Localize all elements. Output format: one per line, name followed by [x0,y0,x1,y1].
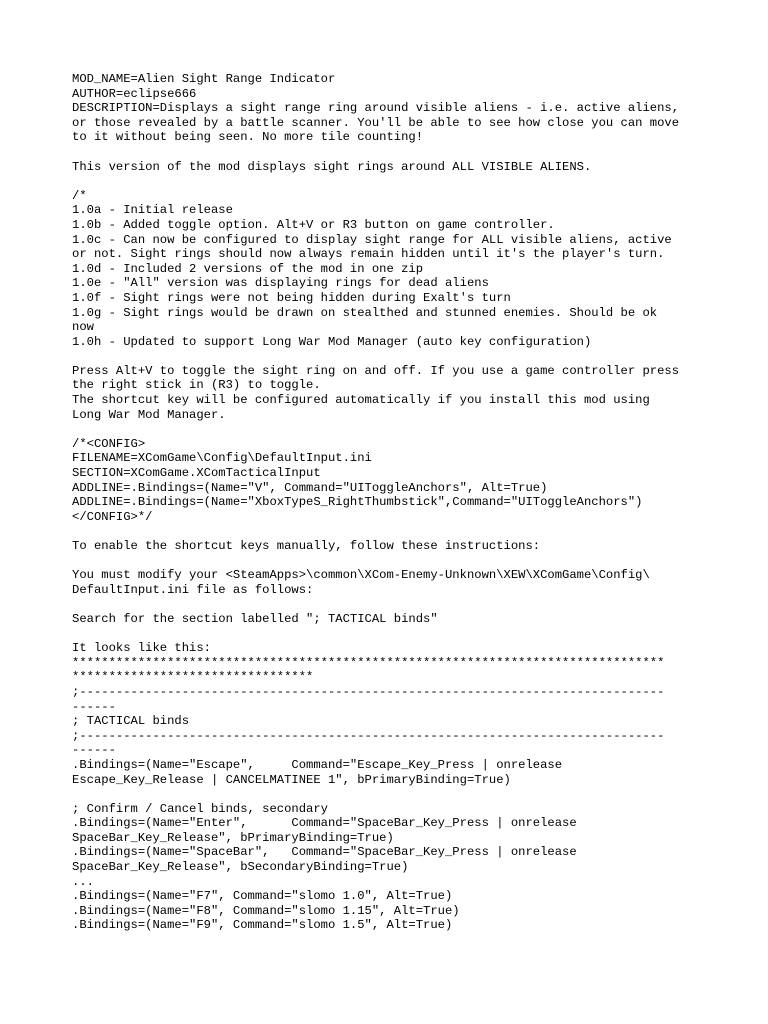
blank-line [72,627,712,642]
text-line: /* [72,188,87,203]
text-line: Escape_Key_Release | CANCELMATINEE 1", bPrimaryBinding=True) [72,772,511,787]
text-line: ;-------------------------------------------------------------------------------- [72,728,665,743]
blank-line [72,145,712,160]
text-line: ADDLINE=.Bindings=(Name="XboxTypeS_RightThumbstick",Command="UIToggleAnchors") [72,495,643,510]
text-line: the right stick in (R3) to toggle. [72,378,321,393]
text-line: AUTHOR=eclipse666 [72,86,197,101]
blank-line [72,597,712,612]
text-line: 1.0c - Can now be configured to display sight range for ALL visible aliens, active [72,232,672,247]
text-line: This version of the mod displays sight rings around ALL VISIBLE ALIENS. [72,159,592,174]
text-line: To enable the shortcut keys manually, follow these instructions: [72,539,541,553]
text-line: .Bindings=(Name="Enter", Command="SpaceBar_Key_Press | onrelease [72,816,577,831]
text-line: or those revealed by a battle scanner. You'll be able to see how close you can move [72,115,680,130]
text-line: now [72,320,94,335]
blank-line [72,422,712,437]
text-line: Search for the section labelled "; TACTICAL binds" [72,611,438,626]
text-line: 1.0f - Sight rings were not being hidden during Exalt's turn [72,290,511,305]
text-line: ... [72,874,94,889]
blank-line [72,174,712,189]
text-line: ********************************* [72,670,314,685]
text-line: 1.0a - Initial release [72,203,233,218]
text-line: SpaceBar_Key_Release", bPrimaryBinding=True) [72,830,394,845]
text-line: DefaultInput.ini file as follows: [72,582,314,597]
text-line: .Bindings=(Name="Escape", Command="Escape_Key_Press | onrelease [72,757,563,772]
text-line: Press Alt+V to toggle the sight ring on and off. If you use a game controller press [72,363,680,378]
text-line: ;-------------------------------------------------------------------------------- [72,684,665,699]
text-line: DESCRIPTION=Displays a sight range ring around visible aliens - i.e. active aliens, [72,101,680,116]
text-line: to it without being seen. No more tile counting! [72,130,424,145]
text-line: 1.0g - Sight rings would be drawn on stealthed and stunned enemies. Should be ok [72,305,658,320]
text-line: .Bindings=(Name="F7", Command="slomo 1.0", Alt=True) [72,889,453,904]
text-line: 1.0h - Updated to support Long War Mod Manager (auto key configuration) [72,334,592,349]
text-line: /*<CONFIG> [72,436,146,451]
text-line: or not. Sight rings should now always remain hidden until it's the player's turn. [72,247,665,262]
text-line: 1.0d - Included 2 versions of the mod in one zip [72,261,424,276]
text-line: The shortcut key will be configured automatically if you install this mod using [72,393,650,408]
blank-line [72,787,712,802]
text-line: ------ [72,743,116,758]
blank-line [72,554,712,569]
text-line: ADDLINE=.Bindings=(Name="V", Command="UIToggleAnchors", Alt=True) [72,480,548,495]
text-line: 1.0e - "All" version was displaying rings for dead aliens [72,276,489,291]
text-line: SpaceBar_Key_Release", bSecondaryBinding=True) [72,860,409,875]
text-line: .Bindings=(Name="SpaceBar", Command="SpaceBar_Key_Press | onrelease [72,845,577,860]
text-line: SECTION=XComGame.XComTacticalInput [72,466,321,481]
text-line: .Bindings=(Name="F9", Command="slomo 1.5", Alt=True) [72,918,453,933]
text-line: MOD_NAME=Alien Sight Range Indicator [72,72,336,86]
text-line: </CONFIG>*/ [72,509,153,524]
text-line: ; Confirm / Cancel binds, secondary [72,801,328,816]
blank-line [72,524,712,539]
text-line: You must modify your <SteamApps>\common\XCom-Enemy-Unknown\XEW\XComGame\Config\ [72,568,650,583]
text-line: ------ [72,699,116,714]
text-line: ********************************************************************************* [72,655,665,670]
blank-line [72,349,712,364]
text-line: ; TACTICAL binds [72,714,190,729]
document-page [72,72,712,933]
text-line: Long War Mod Manager. [72,407,226,422]
text-line: 1.0b - Added toggle option. Alt+V or R3 button on game controller. [72,217,555,232]
text-line: .Bindings=(Name="F8", Command="slomo 1.15", Alt=True) [72,903,460,918]
text-line: FILENAME=XComGame\Config\DefaultInput.ini [72,451,372,466]
text-line: It looks like this: [72,641,211,656]
